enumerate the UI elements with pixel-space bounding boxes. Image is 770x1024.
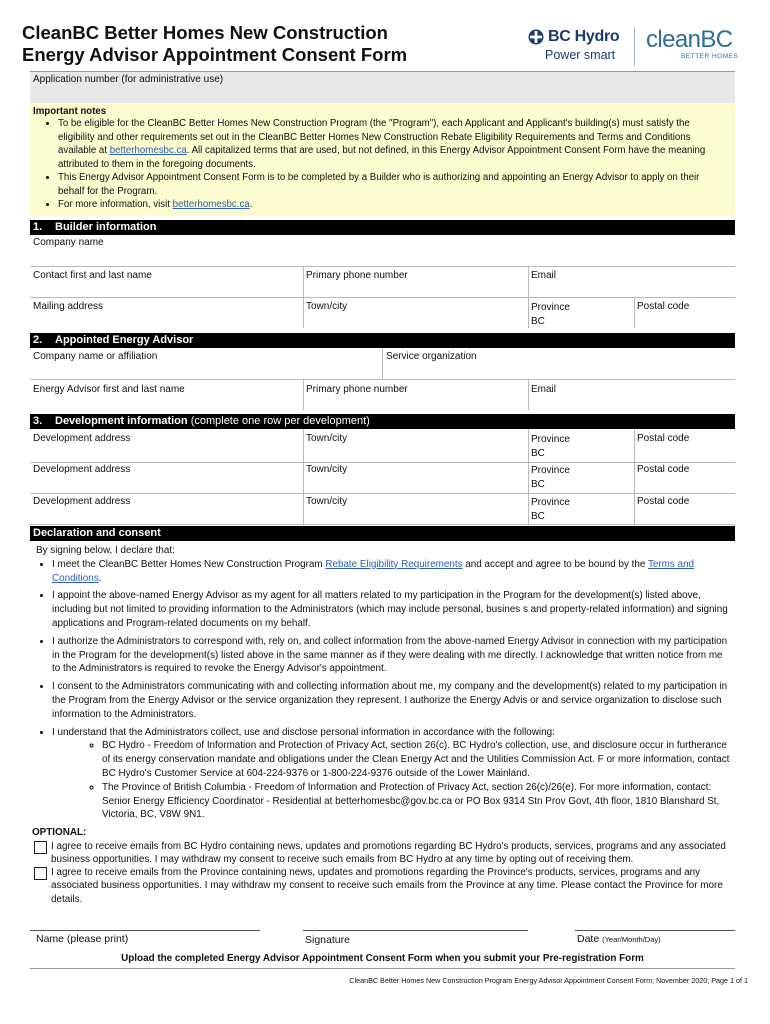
section-1-header: 1. Builder information [30,220,735,235]
development-address-field[interactable]: Development address [33,464,131,475]
logo-divider [634,28,635,66]
eligibility-requirements-link[interactable]: Rebate Eligibility Requirements [325,558,463,570]
bc-hydro-icon [528,29,544,45]
title-line-1: CleanBC Better Homes New Construction [22,22,388,43]
row-divider [30,266,735,267]
bc-hydro-logo [528,26,624,66]
upload-instruction: Upload the completed Energy Advisor Appointment Consent Form when you submit your Pre-registration Form [121,953,644,964]
cleanbc-tagline: BETTER HOMES [681,53,739,60]
advisor-company-field[interactable]: Company name or affiliation [33,351,158,362]
declaration-item: • I meet the CleanBC Better Homes New Construction Program Rebate Eligibility Requirements and accept and agree to be bound by the Terms and Conditions. [52,558,731,586]
bc-hydro-tagline: Power smart [545,48,616,62]
company-name-field[interactable]: Company name [33,237,104,248]
development-town-field[interactable]: Town/city [306,433,348,444]
declaration-header: Declaration and consent [30,526,735,541]
bchydro-email-text: I agree to receive emails from BC Hydro containing news, updates and promotions regarding BC Hydro's products, services, programs and any associated business opportunities. I may withdraw my consent to receive such emails from BC Hydro at any time by opting out of receiving them. [51,840,726,865]
builder-email-field[interactable]: Email [531,270,557,281]
development-postal-field[interactable]: Postal code [637,464,690,475]
date-field[interactable]: Date (Year/Month/Day) [577,933,661,945]
column-divider [528,379,529,410]
row-divider [30,297,735,298]
advisor-phone-field[interactable]: Primary phone number [306,384,408,395]
builder-postal-field[interactable]: Postal code [637,301,690,312]
bc-hydro-name: BC Hydro [548,28,620,45]
row-divider [30,462,735,463]
date-line [575,930,735,931]
contact-name-field[interactable]: Contact first and last name [33,270,152,281]
development-postal-field[interactable]: Postal code [637,496,690,507]
declaration-body [36,544,731,826]
declaration-item: • I authorize the Administrators to correspond with, rely on, and collect information from the above-named Energy Advisor in connection with my participation in the Program for the development(s) listed above in the same manner as if they were dealing with me directly. I acknowledge that written notice from me to the Administrators is required to revoke the Energy Advisor's appointment. [52,635,731,676]
province-email-checkbox[interactable] [34,867,47,880]
development-province-field[interactable]: Province BC [531,497,570,522]
page-footer: CleanBC Better Homes New Construction Program Energy Advisor Appointment Consent Form; November 2020; Page 1 of 1 [349,976,748,985]
important-notes [30,103,735,216]
builder-phone-field[interactable]: Primary phone number [306,270,408,281]
notes-heading: Important notes [33,106,107,117]
optional-consent [30,826,735,906]
betterhomes-link[interactable]: betterhomesbc.ca [172,199,250,210]
title-line-2: Energy Advisor Appointment Consent Form [22,44,408,65]
column-divider [303,379,304,410]
note-item: • For more information, visit betterhomesbc.ca. [58,198,727,212]
development-address-field[interactable]: Development address [33,496,131,507]
application-number-label: Application number (for administrative use) [33,74,224,85]
declaration-item: • I understand that the Administrators collect, use and disclose personal information in accordance with the following: ◦ BC Hydro - Freedom of Information and Protection of Privacy Act, section 26(c). BC Hydro's collection, use, and disclosure occur in furtherance of its energy conservation mandate and obligations under the Clean Energy Act and the Utilities Commission Act. F or more information, contact BC Hydro's Customer Service at 604-224-9376 or 1-800-224-9376 outside of the Lower Mainland. ◦ The Province of British Columbia - Freedom of Information and Protection of Privacy Act, section 26(c)/26(e). For more information, contact: Senior Energy Efficiency Coordinator - Residential at betterhomesbc@gov.bc.ca or PO Box 9314 Stn Prov Govt, 4th floor, 1810 Blanshard St, Victoria, BC, V8W 9N1. [52,726,731,823]
mailing-address-field[interactable]: Mailing address [33,301,104,312]
advisor-email-field[interactable]: Email [531,384,557,395]
terms-conditions-link[interactable]: Terms and Conditions [52,558,695,584]
name-line [30,930,260,931]
province-email-text: I agree to receive emails from the Province containing news, updates and promotions regarding the Province's products, services, programs and any associated business opportunities. I may withdraw my consent to receive such emails from the Province at any time. Please contact the Province for more details. [51,866,723,905]
signature-line [303,930,528,931]
application-number-field[interactable] [30,71,735,104]
row-divider [30,493,735,494]
column-divider [634,429,635,524]
row-divider [30,379,735,380]
column-divider [634,297,635,328]
declaration-item: • I consent to the Administrators communicating with and collecting information about me, my company and the development(s) related to my participation in the Program from the Energy Advisor or the service organization they represent. I authorize the Energy Advis or and service organization to disclose such information to the Administrators. [52,680,731,721]
declaration-item: • I appoint the above-named Energy Advisor as my agent for all matters related to my participation in the Program for the development(s) listed above, including but not limited to providing information to the Administrators (which may include personal, busines s and property-related information) and signing applications and Program-related documents on my behalf. [52,589,731,630]
section-3-header: 3. Development information (complete one row per development) [30,414,735,429]
development-town-field[interactable]: Town/city [306,464,348,475]
cleanbc-logo: cleanBC [646,26,733,53]
section-2-header: 2. Appointed Energy Advisor [30,333,735,348]
development-province-field[interactable]: Province BC [531,465,570,490]
name-field[interactable]: Name (please print) [36,933,129,945]
column-divider [528,429,529,524]
column-divider [382,348,383,379]
builder-town-field[interactable]: Town/city [306,301,348,312]
development-address-field[interactable]: Development address [33,433,131,444]
form-title [22,22,407,66]
advisor-name-field[interactable]: Energy Advisor first and last name [33,384,185,395]
builder-province-field[interactable]: Province BC [531,302,570,327]
note-item: • To be eligible for the CleanBC Better Homes New Construction Program (the "Program"), each Applicant and Applicant's building(s) must satisfy the eligibility and other requirements set out in the CleanBC Better Homes New Construction Rebate Eligibility Requirements and Terms and Conditions available at betterhomesbc.ca. All capitalized terms that are used, but not defined, in this Energy Advisor Appointment Consent Form have the meaning attributed to them in the foregoing documents. [58,117,727,171]
betterhomes-link[interactable]: betterhomesbc.ca [109,145,187,156]
declaration-intro: By signing below, I declare that: [36,545,175,556]
privacy-item: ◦ The Province of British Columbia - Freedom of Information and Protection of Privacy Act, section 26(c)/26(e). For more information, contact: Senior Energy Efficiency Coordinator - Residential at betterhomesbc@gov.bc.ca or PO Box 9314 Stn Prov Govt, 4th floor, 1810 Blanshard St, Victoria, BC, V8W 9N1. [102,781,731,822]
development-province-field[interactable]: Province BC [531,434,570,459]
footer-divider [30,968,735,969]
service-organization-field[interactable]: Service organization [386,351,477,362]
development-postal-field[interactable]: Postal code [637,433,690,444]
note-item: • This Energy Advisor Appointment Consent Form is to be completed by a Builder who is authorizing and appointing an Energy Advisor to apply on their behalf for the Program. [58,171,727,198]
privacy-item: ◦ BC Hydro - Freedom of Information and Protection of Privacy Act, section 26(c). BC Hydro's collection, use, and disclosure occur in furtherance of its energy conservation mandate and obligations under the Clean Energy Act and the Utilities Commission Act. F or more information, contact BC Hydro's Customer Service at 604-224-9376 or 1-800-224-9376 outside of the Lower Mainland. [102,739,731,780]
optional-heading: OPTIONAL: [32,827,87,838]
signature-field[interactable]: Signature [305,934,350,946]
row-divider [30,524,735,525]
column-divider [303,429,304,524]
development-town-field[interactable]: Town/city [306,496,348,507]
bchydro-email-checkbox[interactable] [34,841,47,854]
